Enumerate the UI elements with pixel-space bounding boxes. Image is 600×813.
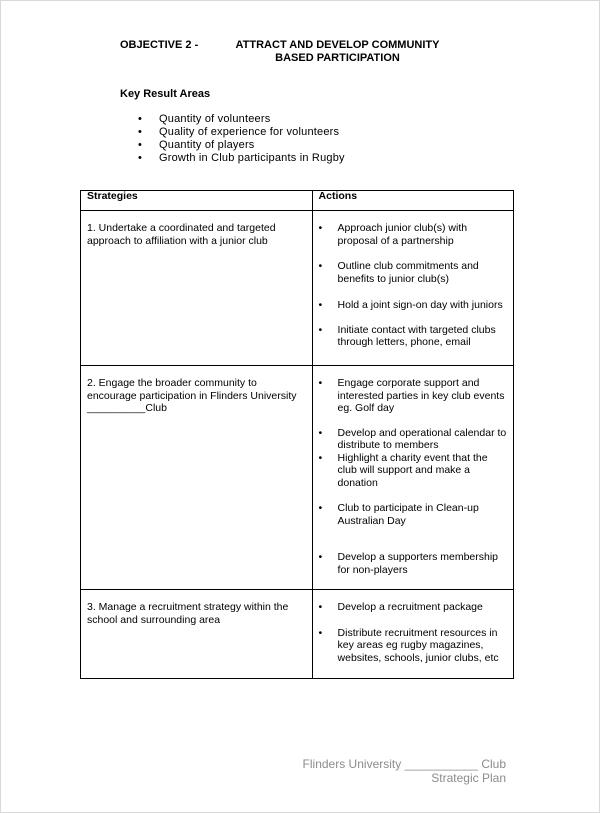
strategies-header: Strategies xyxy=(81,191,313,211)
table-row xyxy=(81,366,514,590)
list-item xyxy=(319,377,509,415)
list-item xyxy=(120,113,345,126)
action-text: Hold a joint sign-on day with juniors xyxy=(337,299,503,311)
bullet-icon: • xyxy=(138,113,143,125)
action-text: Distribute recruitment resources in key areas eg rugby magazines, websites, schools, junior clubs, etc xyxy=(337,626,499,664)
strategy-cell xyxy=(81,366,313,590)
action-text: Approach junior club(s) with proposal of a partnership xyxy=(337,222,468,247)
strategy-cell: 1. Undertake a coordinated and targeted approach to affiliation with a junior club xyxy=(81,211,313,366)
objective-title-line2: BASED PARTICIPATION xyxy=(275,52,400,64)
action-text: Develop a supporters membership for non-players xyxy=(337,551,499,576)
strategies-table xyxy=(80,190,514,679)
strategy-cell: 3. Manage a recruitment strategy within the school and surrounding area xyxy=(81,590,313,679)
action-text: Highlight a charity event that the club will support and make a donation xyxy=(337,451,488,489)
action-text: Club to participate in Clean-up Australian Day xyxy=(337,502,479,527)
bullet-icon: • xyxy=(318,502,323,514)
bullet-icon: • xyxy=(318,601,323,613)
bullet-icon: • xyxy=(318,451,323,464)
list-item xyxy=(319,324,509,349)
list-item xyxy=(319,601,509,614)
table-row xyxy=(81,590,514,679)
bullet-icon: • xyxy=(138,152,143,164)
key-result-areas-list xyxy=(120,113,345,165)
list-item-text: Quantity of players xyxy=(159,139,255,151)
action-text: Outline club commitments and benefits to junior club(s) xyxy=(337,260,479,285)
objective-title xyxy=(215,39,460,65)
bullet-icon: • xyxy=(318,299,323,311)
list-item xyxy=(120,126,345,139)
bullet-icon: • xyxy=(318,323,323,336)
action-text: Engage corporate support and interested parties in key club events eg. Golf day xyxy=(337,377,505,414)
strategy-text-blank: __________Club xyxy=(87,402,167,414)
actions-cell xyxy=(312,366,513,590)
bullet-icon: • xyxy=(318,551,323,563)
list-item xyxy=(319,627,509,665)
objective-label: OBJECTIVE 2 - xyxy=(120,39,199,51)
footer-doc-title: Strategic Plan xyxy=(431,771,506,785)
list-item-text: Growth in Club participants in Rugby xyxy=(159,152,345,164)
list-item-text: Quantity of volunteers xyxy=(159,113,271,125)
action-text: Develop and operational calendar to distribute to members xyxy=(337,426,507,451)
action-text: Develop a recruitment package xyxy=(337,601,483,613)
actions-header: Actions xyxy=(312,191,513,211)
actions-list xyxy=(319,601,509,664)
bullet-icon: • xyxy=(138,139,143,151)
bullet-icon: • xyxy=(318,426,323,439)
actions-list xyxy=(319,222,509,349)
strategy-text: 2. Engage the broader community to encourage participation in Flinders University xyxy=(87,377,297,402)
actions-cell xyxy=(312,211,513,366)
list-item xyxy=(120,139,345,152)
actions-list xyxy=(319,377,509,576)
key-result-areas-heading: Key Result Areas xyxy=(120,88,211,100)
list-item xyxy=(319,551,509,576)
footer-club-name: Flinders University ___________ Club xyxy=(302,757,506,771)
bullet-icon: • xyxy=(318,377,323,389)
bullet-icon: • xyxy=(318,222,323,234)
list-item-text: Quality of experience for volunteers xyxy=(159,126,340,138)
list-item xyxy=(319,299,509,312)
bullet-icon: • xyxy=(318,260,323,272)
list-item xyxy=(319,502,509,527)
action-text: Initiate contact with targeted clubs through letters, phone, email xyxy=(337,323,496,348)
bullet-icon: • xyxy=(138,126,143,138)
list-item xyxy=(319,452,509,490)
list-item xyxy=(319,222,509,247)
list-item xyxy=(120,152,345,165)
table-row xyxy=(81,211,514,366)
objective-title-line1: ATTRACT AND DEVELOP COMMUNITY xyxy=(235,39,440,51)
bullet-icon: • xyxy=(318,626,323,639)
list-item xyxy=(319,260,509,285)
table-header-row xyxy=(81,191,514,211)
list-item xyxy=(319,427,509,452)
actions-cell xyxy=(312,590,513,679)
